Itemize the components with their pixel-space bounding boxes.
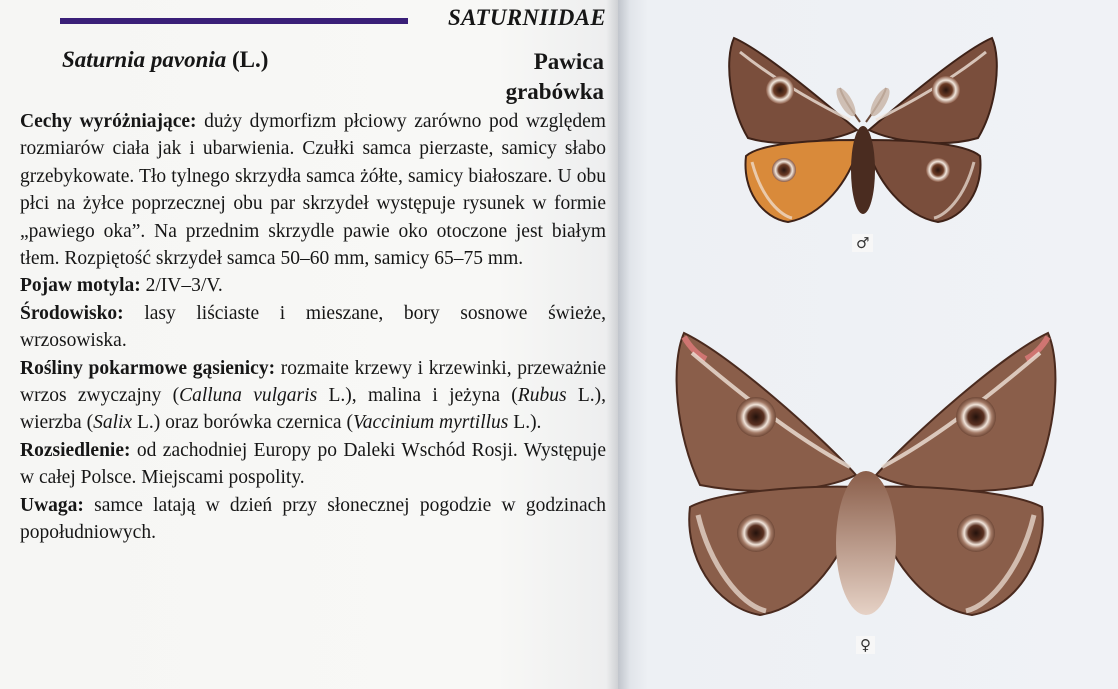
- species-name: [62, 47, 268, 73]
- features-paragraph: [20, 108, 606, 272]
- range-label: Rozsiedlenie:: [20, 439, 131, 461]
- male-right-hindwing: [868, 140, 981, 222]
- female-symbol: ♀: [856, 636, 875, 654]
- female-right-hindwing: [872, 487, 1043, 615]
- habitat-label: Środowisko:: [20, 302, 124, 324]
- habitat-text: lasy liściaste i mieszane, bory sosnowe świeże, wrzosowiska.: [20, 302, 607, 352]
- food-paragraph: [20, 355, 606, 437]
- female-left-hindwing: [689, 487, 860, 615]
- book-gutter: [606, 0, 630, 689]
- food-latin-3: Salix: [93, 412, 133, 434]
- header-rule: [60, 18, 408, 24]
- male-left-hindwing: [745, 140, 858, 222]
- common-name-line2: grabówka: [505, 79, 604, 104]
- latin-name: Saturnia pavonia: [62, 47, 227, 72]
- note-paragraph: [20, 492, 606, 547]
- common-name: [424, 47, 604, 107]
- note-label: Uwaga:: [20, 494, 84, 516]
- flight-label: Pojaw motyla:: [20, 275, 141, 297]
- food-label: Rośliny pokarmowe gąsienicy:: [20, 357, 276, 379]
- family-heading: SATURNIIDAE: [448, 5, 606, 30]
- food-latin-4: Vaccinium myrtillus: [352, 412, 509, 434]
- range-text: od zachodniej Europy po Daleki Wschód Rosji. Występuje w całej Polsce. Miejscami pospolity.: [20, 439, 606, 489]
- food-text-5: L.).: [513, 412, 542, 434]
- female-moth-illustration: [670, 325, 1062, 620]
- flight-text: 2/IV–3/V.: [145, 275, 223, 297]
- food-text-4: L.) oraz borówka czernica (: [136, 412, 353, 434]
- food-text-1: rozmaite krzewy i krzewinki, przeważnie wrzos zwyczajny (: [20, 357, 607, 407]
- male-symbol: ♂: [852, 234, 873, 252]
- habitat-paragraph: [20, 300, 606, 355]
- description-body: [20, 108, 606, 547]
- features-label: Cechy wyróżniające:: [20, 111, 197, 132]
- note-text: samce latają w dzień przy słonecznej pogodzie w godzinach popołudniowych.: [20, 494, 607, 544]
- female-body: [836, 471, 896, 615]
- food-text-3: L.), wierzba (: [20, 385, 607, 434]
- food-latin-2: Rubus: [517, 385, 567, 407]
- male-body: [851, 126, 875, 214]
- male-moth-illustration: [722, 30, 1004, 230]
- range-paragraph: [20, 437, 606, 492]
- flight-paragraph: [20, 272, 606, 299]
- food-text-2: L.), malina i jeżyna (: [328, 385, 518, 407]
- features-text: duży dymorfizm płciowy zarówno pod względem rozmiarów ciała jak i ubarwienia. Czułki samca pierzaste, samicy słabo grzebykowate. Tło tylnego skrzydła samca żółte, samicy białoszare. U obu płci na żyłce poprzecznej obu par skrzydeł występuje rysunek w formie „pawiego oka”. Na przednim skrzydle pawie oko otoczone jest białym tłem. Rozpiętość skrzydeł samca 50–60 mm, samicy 65–75 mm.: [20, 111, 606, 270]
- author-citation: (L.): [232, 47, 269, 72]
- common-name-line1: Pawica: [533, 49, 604, 74]
- food-latin-1: Calluna vulgaris: [179, 385, 318, 407]
